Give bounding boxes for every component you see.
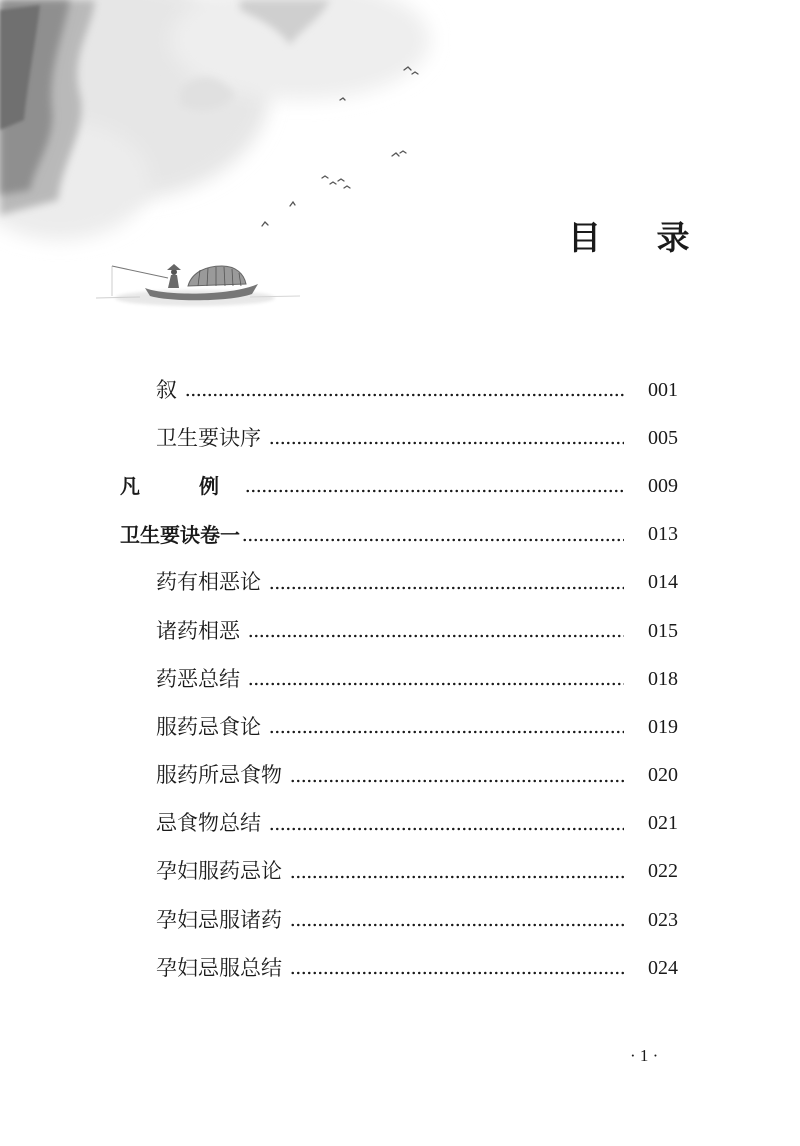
toc-entry-page: 015 [648,619,678,642]
dot-leader [269,827,624,831]
dot-leader [185,393,624,397]
toc-entry[interactable] [0,896,800,944]
toc-section-page: 013 [648,523,678,546]
dot-leader [245,489,624,493]
dot-leader [269,441,624,445]
toc-entry-label: 孕妇服药忌论 [156,859,282,884]
dot-leader [248,682,624,686]
toc-entry-label: 诸药相恶 [156,618,240,643]
toc-entry-page: 023 [648,908,678,931]
toc-entry[interactable] [0,414,800,462]
dot-leader [290,779,624,783]
toc-entry-page: 018 [648,667,678,690]
toc-entry-page: 021 [648,812,678,835]
toc-entry[interactable] [0,655,800,703]
toc-entry[interactable] [0,752,800,800]
toc-entry[interactable] [0,944,800,992]
dot-leader [269,586,624,590]
toc-entry-label: 药恶总结 [156,666,240,691]
toc-section-label: 卫生要诀卷一 [120,522,240,547]
ink-landscape-illustration [0,0,460,320]
toc-entry-label: 卫生要诀序 [156,425,261,450]
toc-entry-page: 020 [648,764,678,787]
toc-section[interactable] [0,511,800,559]
toc-section-label: 凡 例 [120,474,245,499]
dot-leader [290,875,624,879]
page-title: 目 录 [568,218,712,257]
toc-entry-label: 服药所忌食物 [156,763,282,788]
dot-leader [290,923,624,927]
toc-entry-page: 024 [648,956,678,979]
dot-leader [290,971,624,975]
toc-entry[interactable] [0,848,800,896]
toc-entry[interactable] [0,800,800,848]
toc-entry-label: 孕妇忌服诸药 [156,907,282,932]
toc-entry[interactable] [0,366,800,414]
toc-entry-page: 022 [648,860,678,883]
table-of-contents [0,366,800,992]
toc-entry[interactable] [0,559,800,607]
toc-entry-page: 014 [648,571,678,594]
toc-section[interactable] [0,462,800,510]
toc-entry[interactable] [0,607,800,655]
toc-entry-label: 药有相恶论 [156,570,261,595]
toc-entry-label: 服药忌食论 [156,714,261,739]
fishing-boat [96,264,300,306]
dot-leader [269,730,624,734]
dot-leader [242,538,624,542]
toc-entry-page: 005 [648,426,678,449]
toc-entry-page: 019 [648,715,678,738]
toc-entry[interactable] [0,703,800,751]
page-number: · 1 · [630,1046,659,1065]
toc-entry-label: 孕妇忌服总结 [156,955,282,980]
toc-entry-page: 001 [648,378,678,401]
toc-entry-label: 忌食物总结 [156,811,261,836]
toc-section-page: 009 [648,474,678,497]
toc-entry-label: 叙 [156,377,177,402]
dot-leader [248,634,624,638]
